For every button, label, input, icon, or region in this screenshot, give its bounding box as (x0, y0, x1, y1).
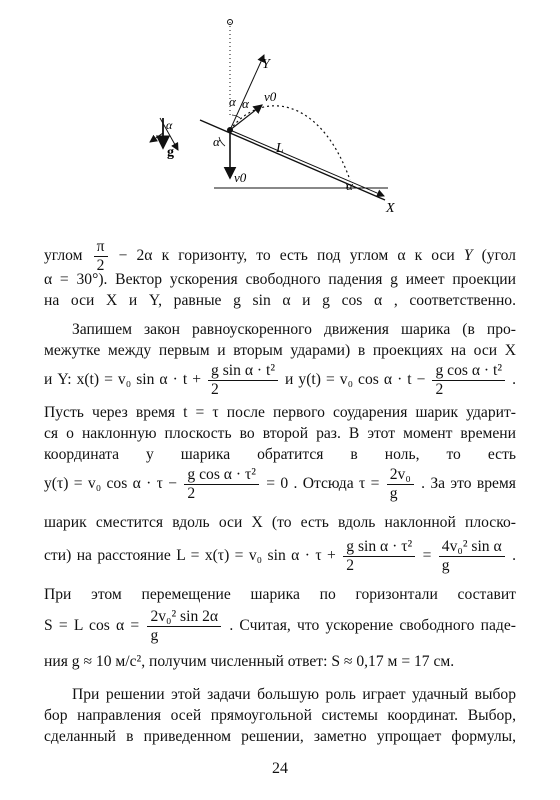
text-line-1: углом $\frac{\pi}{2}$ − 2α к горизонту, то есть под углом α к оси Y (угол (44, 238, 516, 274)
text-line-7: Пусть через время t = τ после первого соударения шарик ударит- (44, 404, 516, 421)
text-line-2: α = 30°). Вектор ускорения свободного падения g имеет проекции (44, 271, 516, 288)
page-number: 24 (272, 760, 288, 777)
x-axis (230, 130, 384, 196)
label-alpha-inset: α (166, 118, 173, 132)
text-line-3: на оси X и Y, равные g sin α и g cos α , соответственно. (44, 292, 516, 309)
label-l: L (276, 141, 284, 156)
text-line-16: При решении этой задачи большую роль играет удачный выбор (72, 686, 516, 703)
text-line-8: ся о наклонную плоскость во второй раз. В этот момент времени (44, 425, 516, 442)
text-line-14: S = L cos α = $\frac{\text{2v₀² sin 2α}}{g}$ . Считая, что ускорение свободного паде- (44, 608, 516, 644)
text-line-11: шарик сместится вдоль оси X (то есть вдоль наклонной плоско- (44, 514, 516, 531)
text-line-10: y(τ) = v₀ cos α · τ − $\frac{\text{g cos α · τ²}}{2}$ = 0 . Отсюда τ = $\frac{\text{2v₀}}{g}$ . За это время (44, 466, 516, 502)
text-line-5: межутке между первым и вторым ударами) в проекциях на оси X (44, 342, 516, 359)
text-line-18: сделанный в приведенном решении, заметно упрощает формулы, (44, 728, 516, 745)
y-axis (230, 55, 264, 130)
text-line-15: ния g ≈ 10 м/с², получим численный ответ: S ≈ 0,17 м = 17 см. (44, 653, 455, 670)
label-v0-top: v0 (264, 89, 277, 104)
label-alpha-4: α (346, 178, 353, 193)
text-line-4: Запишем закон равноускоренного движения шарика (в про- (72, 321, 516, 338)
diagram-inclined-plane (0, 0, 560, 230)
gravity-inset (150, 118, 178, 160)
label-alpha-1: α (229, 94, 236, 109)
label-alpha-2: α (242, 96, 249, 111)
trajectory (230, 106, 350, 180)
text-line-13: При этом перемещение шарика по горизонтали составит (44, 586, 516, 603)
text-line-12: сти) на расстояние L = x(τ) = v₀ sin α · τ + $\frac{\text{g sin α · τ²}}{2}$ = $\frac{\text{4v₀² sin α}}{g}$ . (44, 538, 516, 574)
label-v0-down: v0 (234, 170, 247, 185)
label-x-axis: X (386, 201, 395, 216)
text-line-9: координата y шарика обратится в ноль, то есть (44, 446, 516, 463)
text-line-6: и Y: x(t) = v₀ sin α · t + $\frac{\text{g sin α · t²}}{2}$ и y(t) = v₀ cos α · t − $\frac{\text{g cos α · t²}}{2}$ . (44, 362, 516, 398)
label-alpha-3: α (213, 134, 220, 149)
label-y-axis: Y (262, 57, 270, 72)
label-g: g (167, 145, 174, 160)
text-line-17: бор направления осей прямоугольной системы координат. Выбор, (44, 707, 516, 724)
